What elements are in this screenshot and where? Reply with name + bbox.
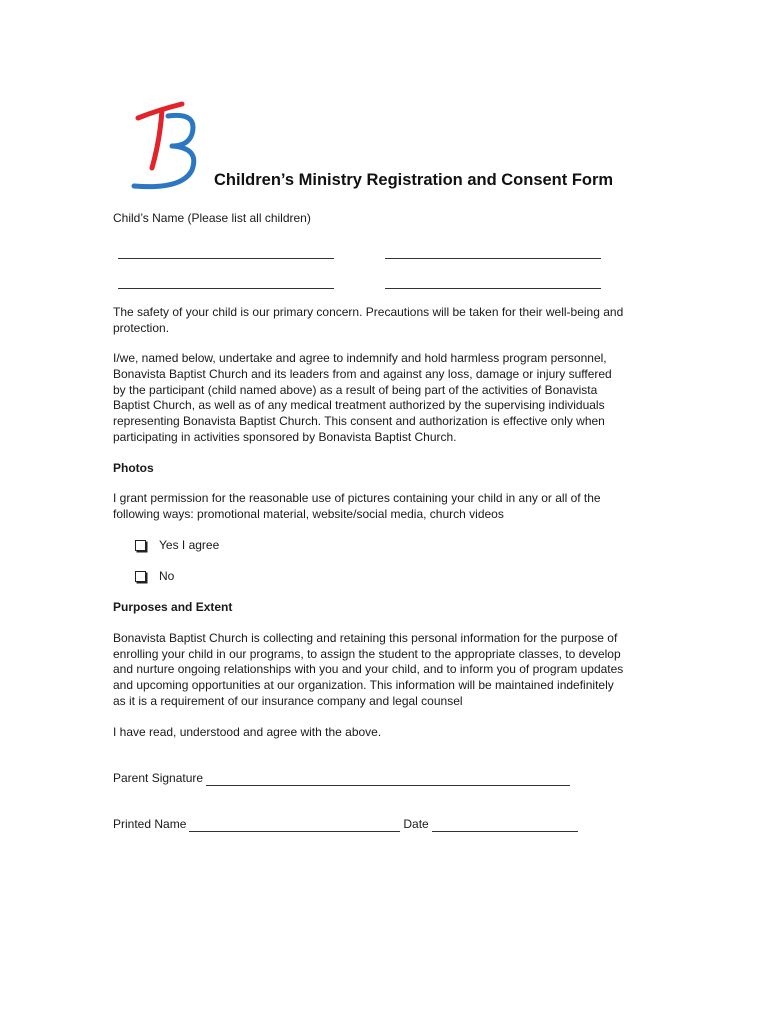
photos-paragraph-line: following ways: promotional material, website/social media, church videos xyxy=(113,507,504,521)
parent-signature-field[interactable] xyxy=(206,774,570,786)
photo-consent-yes-checkbox[interactable] xyxy=(135,540,146,551)
church-logo-icon xyxy=(128,100,204,192)
child-name-field-4[interactable] xyxy=(385,288,601,289)
indemnity-paragraph-line: by the participant (child named above) as a result of being part of the activities of Bonavista xyxy=(113,383,598,397)
purposes-paragraph-line: as it is a requirement of our insurance company and legal counsel xyxy=(113,694,463,708)
purposes-heading: Purposes and Extent xyxy=(113,600,233,614)
safety-paragraph-line: The safety of your child is our primary concern. Precautions will be taken for their well-being and xyxy=(113,305,624,319)
photo-consent-yes-option[interactable] xyxy=(135,538,219,553)
photos-paragraph-line: I grant permission for the reasonable use of pictures containing your child in any or all of the xyxy=(113,491,601,505)
printed-name-row xyxy=(113,817,578,832)
purposes-paragraph-line: and upcoming opportunities at our organization. This information will be maintained indefinitely xyxy=(113,678,614,692)
printed-name-label: Printed Name xyxy=(113,817,187,831)
purposes-paragraph-line: enrolling your child in our programs, to assign the student to the appropriate classes, to develop xyxy=(113,647,621,661)
printed-name-field[interactable] xyxy=(189,820,400,832)
date-field[interactable] xyxy=(432,820,578,832)
purposes-paragraph-line: Bonavista Baptist Church is collecting and retaining this personal information for the purpose of xyxy=(113,631,618,645)
child-name-field-1[interactable] xyxy=(118,258,334,259)
photos-heading: Photos xyxy=(113,461,154,475)
parent-signature-row xyxy=(113,771,570,786)
photo-consent-no-checkbox[interactable] xyxy=(135,571,146,582)
indemnity-paragraph-line: participating in activities sponsored by Bonavista Baptist Church. xyxy=(113,430,457,444)
agreement-statement: I have read, understood and agree with the above. xyxy=(113,725,382,739)
indemnity-paragraph-line: representing Bonavista Baptist Church. This consent and authorization is effective only when xyxy=(113,414,605,428)
indemnity-paragraph-line: I/we, named below, undertake and agree to indemnify and hold harmless program personnel, xyxy=(113,351,607,365)
photo-consent-no-option[interactable] xyxy=(135,569,174,584)
parent-signature-label: Parent Signature xyxy=(113,771,204,785)
child-name-field-2[interactable] xyxy=(385,258,601,259)
child-name-field-3[interactable] xyxy=(118,288,334,289)
indemnity-paragraph-line: Bonavista Baptist Church and its leaders from and against any loss, damage or injury suffered xyxy=(113,367,612,381)
purposes-paragraph-line: and nurture ongoing relationships with you and your child, and to inform you of program updates xyxy=(113,662,624,676)
photo-consent-no-label: No xyxy=(159,569,175,583)
safety-paragraph-line: protection. xyxy=(113,321,170,335)
photo-consent-yes-label: Yes I agree xyxy=(159,538,220,552)
child-name-label: Child’s Name (Please list all children) xyxy=(113,211,311,225)
page-title: Children’s Ministry Registration and Consent Form xyxy=(214,171,614,189)
date-label: Date xyxy=(403,817,429,831)
indemnity-paragraph-line: Baptist Church, as well as of any medical treatment authorized by the supervising individuals xyxy=(113,398,605,412)
